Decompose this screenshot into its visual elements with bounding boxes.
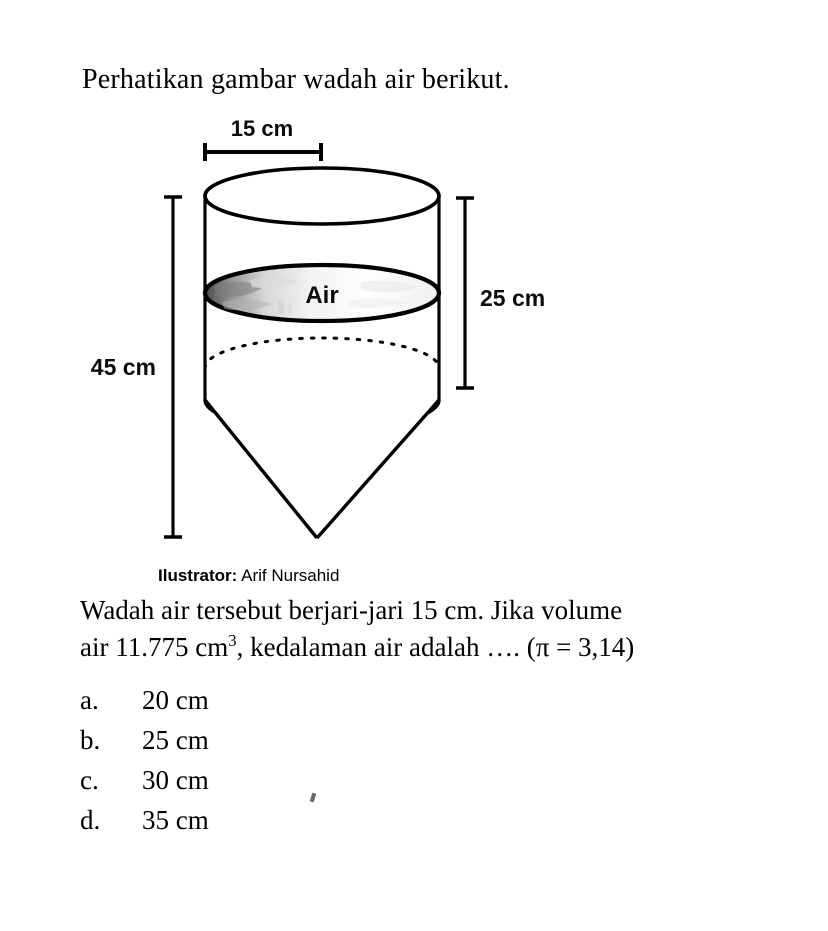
answer-options [80,680,480,840]
option-b-key: b. [80,725,101,755]
option-a[interactable] [80,680,480,720]
option-b[interactable] [80,720,480,760]
option-d-key: d. [80,805,101,835]
option-c[interactable] [80,760,480,800]
water-label: Air [305,282,339,309]
diameter-label: 15 cm [230,116,294,141]
cone-bottom [205,400,439,538]
top-rim-ellipse [205,168,439,224]
option-c-value: 30 cm [142,765,209,795]
illustrator-name: Arif Nursahid [241,566,340,585]
option-a-key: a. [80,685,99,715]
question-line-2-suffix: , kedalaman air adalah …. (π = 3,14) [236,632,635,662]
question-line-2-prefix: air 11.775 cm [80,632,229,662]
page-title: Perhatikan gambar wadah air berikut. [82,64,510,95]
water-height-dimension [456,197,474,389]
option-a-value: 20 cm [142,685,209,715]
total-height-dimension [164,196,182,538]
water-container-figure [0,110,828,590]
total-height-label: 45 cm [90,354,156,380]
container-diagram [0,110,828,590]
question-line-2 [80,629,792,666]
option-c-key: c. [80,765,99,795]
cubic-exponent: 3 [228,631,237,650]
illustrator-credit [158,566,339,586]
question-line-1: Wadah air tersebut berjari-jari 15 cm. Jika volume [80,595,623,625]
water-height-label: 25 cm [480,285,546,311]
diameter-dimension [204,143,322,161]
option-b-value: 25 cm [142,725,209,755]
option-d-value: 35 cm [142,805,209,835]
question-text [80,592,792,666]
option-d[interactable] [80,800,480,840]
illustrator-label: Ilustrator: [158,566,238,585]
